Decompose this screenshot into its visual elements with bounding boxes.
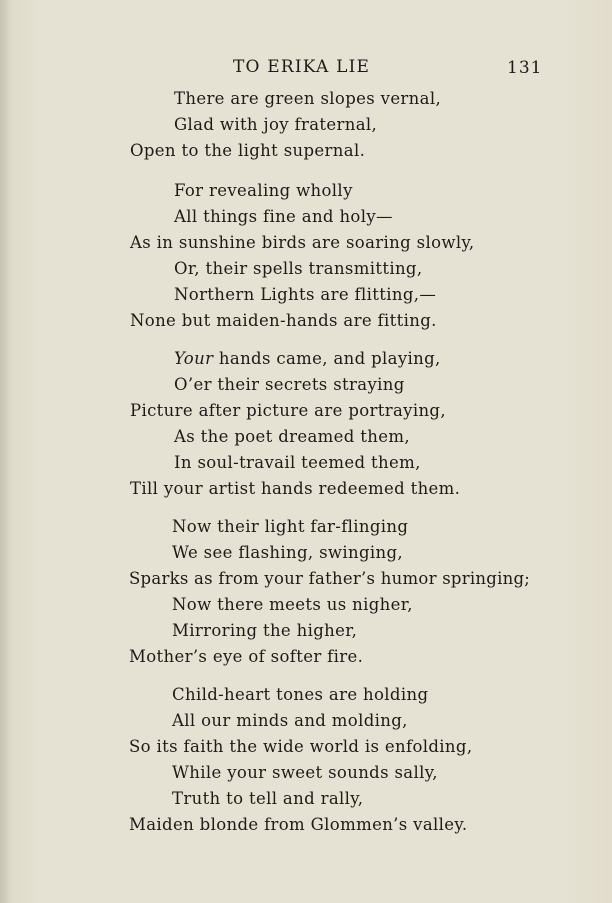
- verse-line: While your sweet sounds sally,: [172, 763, 438, 782]
- verse-line: Sparks as from your father’s humor springing;: [129, 569, 531, 588]
- stanza-5: [0, 685, 612, 834]
- page-number: 131: [507, 58, 543, 78]
- verse-line: All things fine and holy—: [174, 207, 393, 226]
- verse-line: There are green slopes vernal,: [174, 89, 442, 108]
- verse-line: Open to the light supernal.: [130, 141, 366, 160]
- verse-line: As in sunshine birds are soaring slowly,: [130, 233, 475, 252]
- running-title: TO ERIKA LIE: [233, 57, 371, 77]
- verse-line: So its faith the wide world is enfolding,: [129, 737, 473, 756]
- stanza-3: [0, 349, 612, 498]
- verse-line-rest: hands came, and playing,: [213, 349, 441, 368]
- verse-line: None but maiden-hands are fitting.: [130, 311, 437, 330]
- verse-line: Till your artist hands redeemed them.: [130, 479, 461, 498]
- verse-line: Glad with joy fraternal,: [174, 115, 378, 134]
- verse-line: In soul-travail teemed them,: [174, 453, 421, 472]
- stanza-2: [0, 181, 612, 330]
- verse-line: O’er their secrets straying: [174, 375, 405, 394]
- verse-line: Picture after picture are portraying,: [130, 401, 446, 420]
- verse-line: We see flashing, swinging,: [172, 543, 404, 562]
- verse-line: Truth to tell and rally,: [172, 789, 364, 808]
- verse-line: Now their light far-flinging: [172, 517, 409, 536]
- verse-line: Mother’s eye of softer fire.: [129, 647, 364, 666]
- page-header: [0, 57, 612, 79]
- verse-line: Northern Lights are flitting,—: [174, 285, 437, 304]
- verse-line: Maiden blonde from Glommen’s valley.: [129, 815, 468, 834]
- verse-line: For revealing wholly: [174, 181, 353, 200]
- verse-line: All our minds and molding,: [172, 711, 408, 730]
- verse-line: Now there meets us nigher,: [172, 595, 413, 614]
- italic-first-word: Your: [174, 349, 214, 368]
- verse-line: [174, 349, 441, 369]
- stanza-4: [0, 517, 612, 666]
- verse-line: Or, their spells transmitting,: [174, 259, 423, 278]
- stanza-1: [0, 89, 612, 165]
- verse-line: As the poet dreamed them,: [174, 427, 410, 446]
- verse-line: Mirroring the higher,: [172, 621, 358, 640]
- verse-line: Child-heart tones are holding: [172, 685, 429, 704]
